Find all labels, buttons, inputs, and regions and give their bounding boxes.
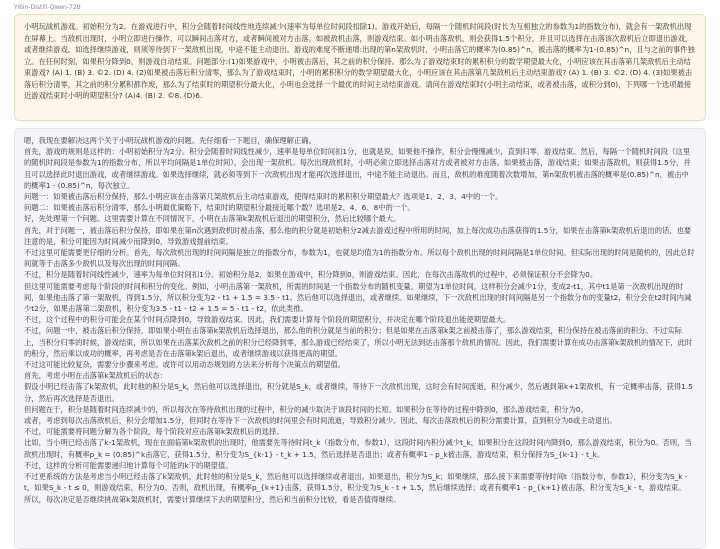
answer-paragraph: 不过这可能比较复杂，需要分步骤来考虑。或许可以用动态规划的方法来分析每个决策点的期望值。 (24, 360, 346, 370)
answer-paragraph: 问题一：如果被击落后积分保持，那么小明应该在击落第几架敌机后主动结束游戏，使得结束时的累积积分期望最大？选项是1、2、3、4中的一个。 (24, 192, 503, 202)
answer-paragraph: 不过这里可能需要更仔细的分析。首先，每次敌机出现的时间间隔是独立的指数分布，参数为1，也就是均值为1的指数分布。所以每个敌机出现的时间间隔是1单位时间。但实际出现的时间是随机的，因此总时间就等于击落多少敌机以及每次出现的时间间隔。 (24, 248, 695, 269)
answer-paragraph: 好，先处理第一个问题。这里需要计算在不同情况下，小明在击落第k架敌机后退出的期望积分，然后比较哪个最大。 (24, 214, 401, 224)
answer-paragraph: 问题二：如果被击落后积分清零，那么小明最优策略下，结束时的期望积分最接近哪个数？选项是2、4、6、8中的一个。 (24, 203, 415, 213)
answer-paragraph: 不过，积分是随着时间线性减少，速率为每单位时间扣1分。初始积分是2，如果在游戏中，积分降到0，则游戏结束。因此，在每次击落敌机的过程中，必须保证积分不会降为0。 (24, 270, 598, 280)
answer-paragraph: 但这里可能需要考虑每个阶段的时间和积分的变化。例如，小明击落第一架敌机，所需的时间是一个指数分布的随机变量，期望为1单位时间，这样积分会减少1分，变成2-t1，其中t1是第一次敌机出现的时间，如果他击落了第一架敌机，得到1.5分，所以积分变为2 - t1 + 1.5 = 3.5 - t1。然后他可以选择退出，或者继续。如果继续，下一次敌机出现的时间间隔是另一个指数分布的变量t2，积分会在t2时间内减少t2分，如果击落第二架敌机，积分变为3.5 - t1 - t2 + 1.5 = 5 - t1 - t2，依此类推。 (24, 281, 692, 314)
answer-paragraph: 但问题在于，积分是随着时间连续减少的，所以每次在等待敌机出现的过程中，积分的减少取决于该段时间的长短。如果积分在等待的过程中降到0，那么游戏结束，积分为0。 (24, 404, 588, 414)
model-name-label: Yi6in-Distill-Qwen-72B (14, 4, 81, 11)
prompt-text: 小明玩战机游戏。初始积分为2。在游戏进行中，积分会随着时间线性地连续减少(速率为每单位时间段扣除1)。游戏开始后，每隔一个随机时间段(时长为互相独立的参数为1的指数分布)，就会有一架敌机出现在屏幕上。当敌机出现时，小明立即进行操作，可以瞬间击落对方，或者瞬间被对方击落。如被敌机击落，则游戏结束。如小明击落敌机，则会获得1.5个积分，并且可以选择在击落该次敌机后立即退出游戏，或者继续游戏。如选择继续游戏，则须等待到下一架敌机出现，中途不能主动退出。游戏的难度不断递增:出现的第n架敌机时，小明击落它的概率为(0.85)^n，被击落的概率为1-(0.85)^n，且与之前的事件独立。在任何时刻，如果积分降到0，则游戏自动结束。问题部分:(1)如果游戏中，小明被击落后，其之前的积分保持。那么为了游戏结束时的累积积分的数学期望最大化，小明应该在其击落第几架敌机后主动结束游戏? (A) 1. (B) 3. ©2. (D) 4. (2)如果被击落后积分清零，那么为了游戏结束时，小明的累积积分的数学期望最大化，小明应该在其击落第几架敌机后主动结束游戏? (A) 1. (B) 3. ©2. (D) 4. (3)如果被击落后积分清零，其之前的积分累积都作废，那么为了结束时的期望积分最大化，小明也会选择一个最优的时间主动结束游戏。请问在游戏结束时(小明主动结束，或者被击落，或积分到0)，下列哪一个选项最接近游戏结束时小明的期望积分? (A)4. (B) 2. ©8. (D)6. (24, 22, 695, 100)
answer-paragraph: 不过，可能需要将问题分解为各个阶段，每个阶段对应击落第k架敌机后的选择。 (24, 427, 284, 437)
answer-paragraph: 不过，这个过程中的积分可能会在某个时间点降到0，导致游戏结束。因此，我们需要计算每个阶段的期望积分，并决定在哪个阶段退出能使期望最大。 (24, 315, 511, 325)
answer-paragraph: 首先，游戏的规则是这样的：小明初始积分为2分。积分会随着时间线性减少，速率是每单位时间扣1分，也就是说，如果他不操作，积分会慢慢减少，直到归零，游戏结束。然后，每隔一个随机时间段（这里的随机时间段是参数为1的指数分布，所以平均间隔是1单位时间），会出现一架敌机。每次出现敌机时，小明必须立即选择击落对方或者被对方击落。如果被击落，游戏结束；如果击落敌机，则获得1.5分，并且可以选择此时退出游戏，或者继续游戏。如果选择继续，就必须等到下一次敌机出现才能再次选择退出，中途不能主动退出。而且，敌机的难度随着次数增加，第n架敌机被击落的概率是(0.85)^n，被击中的概率1 - (0.85)^n，每次独立。 (24, 147, 691, 190)
answer-paragraph: 比如，当小明已经击落了k-1架敌机，现在在面临第k架敌机的出现时，他需要先等待时间t_k（指数分布，参数1），这段时间内积分减少t_k，如果积分在这段时间内降到0，那么游戏结束，积分为0。否则，当敌机出现时，有概率p_k = (0.85)^k击落它，获得1.5分，积分变为S_{k-1} - t_k + 1.5，然后选择是否退出；或者有概率1 - p_k被击落，游戏结束，积分保持为S_{k-1} - t_k。 (24, 438, 692, 459)
answer-paragraph: 不过，这样的分析可能需要递归地计算每个可能的k下的期望值。 (24, 460, 233, 470)
answer-paragraph: 或者，考虑到每次击落敌机后，积分会增加1.5分，但同时在等待下一次敌机的时间里会有时间流逝，导致积分减少。因此，每次击落敌机后的积分需要计算，直到积分为0或主动退出。 (24, 416, 617, 426)
answer-paragraph: 所以，每次决定是否继续挑战第k架敌机时，需要计算继续下去的期望积分，然后和当前积分比较，看是否值得继续。 (24, 494, 401, 504)
answer-paragraph: 首先，考虑小明在击落第k架敌机后的状态： (24, 371, 167, 381)
answer-paragraph: 首先，对于问题一，被击落后积分保持，即如果在第n次遇到敌机时被击落，那么他的积分就是初始积分2减去游戏过程中所用的时间，加上每次成功击落获得的1.5分，如果在击落第k架敌机后退出的话，也要注意的是，积分可能因为时间减少而降到0，导致游戏提前结束。 (24, 225, 692, 246)
model-answer-panel (14, 128, 706, 549)
answer-paragraph: 不过更系统的方法是考虑当小明已经击落了k架敌机，此时他的积分是S_k，然后他可以选择继续或者退出。如果退出，积分为S_k；如果继续，那么接下来需要等待时间t（指数分布，参数1），积分变为S_k - t，如果S_k - t ≤ 0，则游戏结束，积分为0。否则，敌机出现，有概率p_{k+1}击落，获得1.5分，积分变为S_k - t + 1.5，然后继续选择；或者有概率1 - p_{k+1}被击落，积分变为S_k - t，游戏结束。 (24, 472, 688, 493)
answer-paragraph: 假设小明已经击落了k架敌机，此时他的积分是S_k，然后他可以选择退出，积分就是S_k，或者继续，等待下一次敌机出现，这时会有时间流逝，积分减少，然后遇到第k+1架敌机，有一定概率击落，获得1.5分，然后再次选择是否退出。 (24, 382, 693, 403)
user-prompt-bubble (14, 14, 706, 121)
answer-paragraph: 不过，问题一中，被击落后积分保持，即如果小明在击落第k架敌机后选择退出，那么他的积分就是当前的积分；但是如果在击落第k架之前被击落了，那么游戏结束，积分保持在被击落前的积分。不过实际上，当积分归零的时候，游戏结束，所以如果在击落某次敌机之前的积分已经降到零，那么游戏已经结束了，所以小明无法到达击落那个敌机的情况。因此，我们需要计算在成功击落第k架敌机的情况下，此时的积分，然后乘以成功的概率，再考虑是否在击落第k架后退出，或者继续游戏以获得更高的期望。 (24, 326, 693, 358)
answer-paragraph: 嗯，我现在要解决这两个关于小明玩战机游戏的问题。先仔细看一下题目，确保理解正确。 (24, 136, 316, 145)
